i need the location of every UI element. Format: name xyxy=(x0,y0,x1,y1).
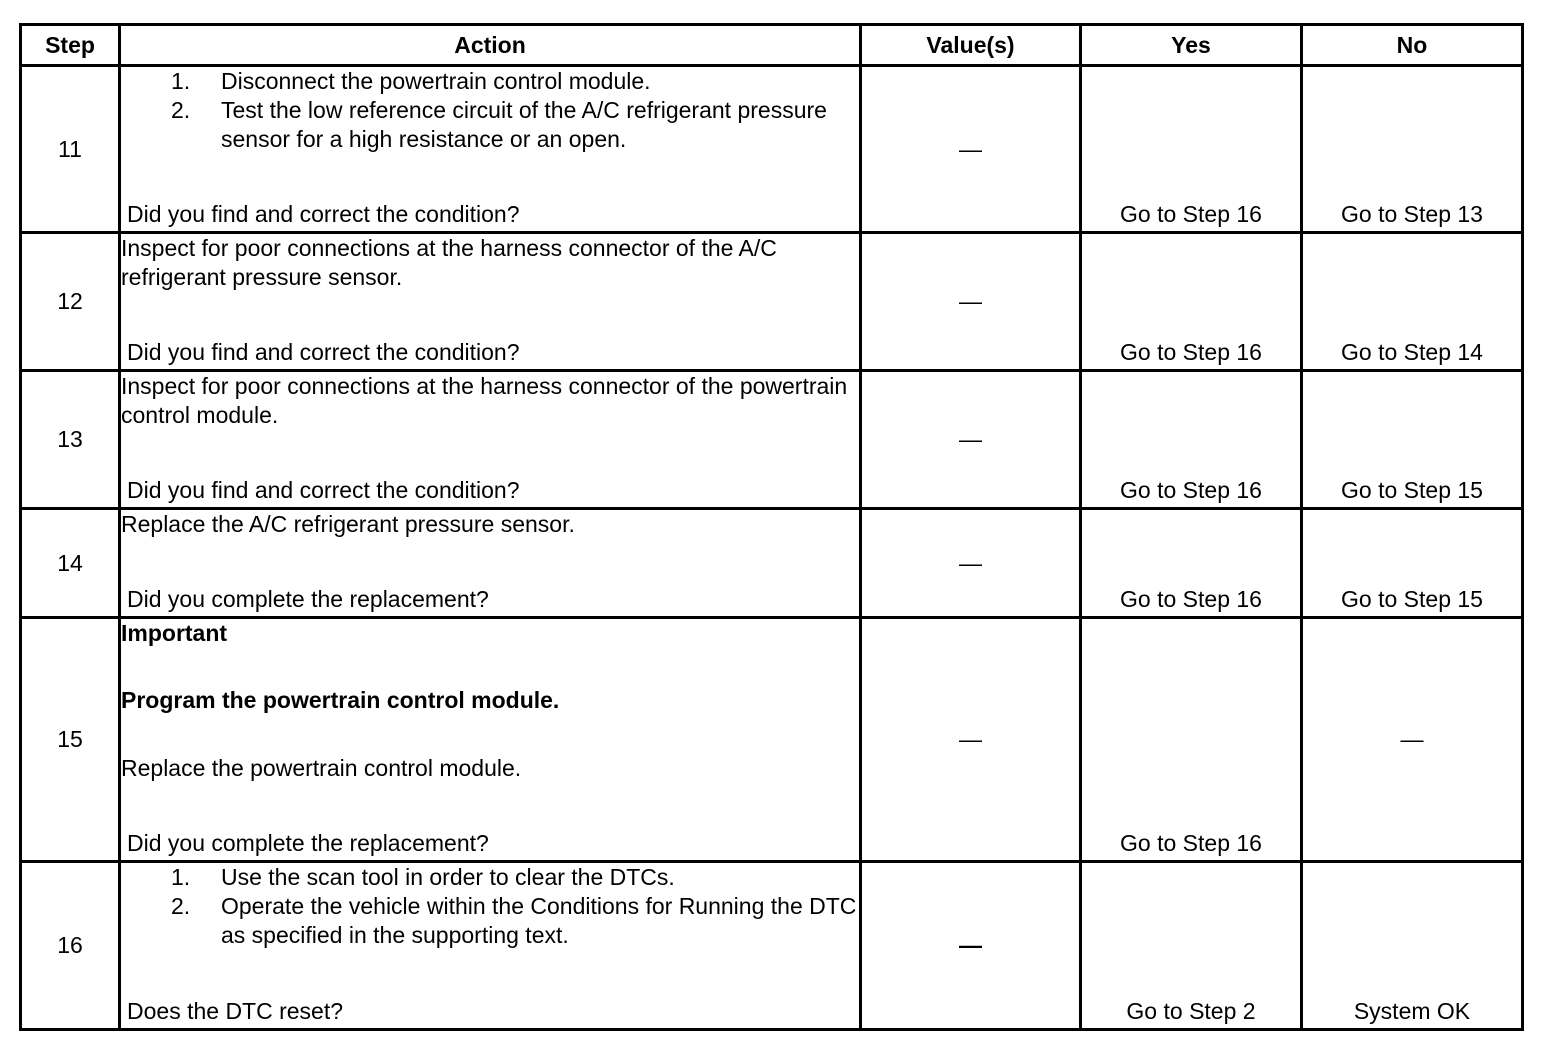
no-cell xyxy=(1302,233,1523,371)
action-question: Does the DTC reset? xyxy=(127,998,344,1024)
action-text: Replace the A/C refrigerant pressure sensor. xyxy=(121,511,575,537)
yes-cell xyxy=(1081,233,1302,371)
important-label: Important xyxy=(121,620,228,646)
list-number: 2. xyxy=(171,893,191,919)
header-yes: Yes xyxy=(1081,25,1302,66)
table-row xyxy=(21,618,1523,862)
list-text: Operate the vehicle within the Conditions for Running the DTC as specified in the supporting text. xyxy=(221,893,857,948)
action-question: Did you complete the replacement? xyxy=(127,586,489,612)
step-number: 16 xyxy=(21,862,120,1030)
list-number: 1. xyxy=(171,864,191,890)
step-number: 14 xyxy=(21,509,120,618)
value-dash: — xyxy=(959,726,982,752)
yes-cell xyxy=(1081,371,1302,509)
list-text: Use the scan tool in order to clear the DTCs. xyxy=(221,864,675,890)
value-dash: — xyxy=(959,288,982,314)
yes-link: Go to Step 16 xyxy=(1120,586,1262,612)
action-list xyxy=(121,863,859,950)
action-list xyxy=(121,67,859,154)
yes-cell xyxy=(1081,509,1302,618)
diagnostic-table xyxy=(19,23,1524,1031)
list-number: 1. xyxy=(171,68,191,94)
action-cell xyxy=(120,371,861,509)
no-cell xyxy=(1302,509,1523,618)
no-link: Go to Step 13 xyxy=(1341,201,1483,227)
list-item xyxy=(121,67,859,96)
list-text: Test the low reference circuit of the A/C refrigerant pressure sensor for a high resistance or an open. xyxy=(221,97,827,152)
table-row xyxy=(21,862,1523,1030)
yes-link: Go to Step 16 xyxy=(1120,201,1262,227)
no-cell xyxy=(1302,862,1523,1030)
no-cell xyxy=(1302,371,1523,509)
action-text: Inspect for poor connections at the harness connector of the A/C refrigerant pressure sensor. xyxy=(121,235,777,290)
action-question: Did you find and correct the condition? xyxy=(127,477,520,503)
list-number: 2. xyxy=(171,97,191,123)
value-dash: — xyxy=(959,426,982,452)
list-item xyxy=(121,96,859,154)
table-row xyxy=(21,66,1523,233)
no-link: System OK xyxy=(1353,998,1471,1024)
action-question: Did you find and correct the condition? xyxy=(127,201,520,227)
yes-link: Go to Step 2 xyxy=(1126,998,1256,1024)
step-number: 12 xyxy=(21,233,120,371)
table-row xyxy=(21,509,1523,618)
no-link: Go to Step 15 xyxy=(1341,477,1483,503)
important-note: Program the powertrain control module. xyxy=(121,687,560,713)
header-action: Action xyxy=(120,25,861,66)
table-row xyxy=(21,371,1523,509)
action-cell xyxy=(120,233,861,371)
value-dash: — xyxy=(959,549,982,576)
yes-link: Go to Step 16 xyxy=(1120,830,1262,856)
header-values: Value(s) xyxy=(861,25,1081,66)
yes-cell xyxy=(1081,618,1302,862)
yes-link: Go to Step 16 xyxy=(1120,477,1262,503)
action-text: Replace the powertrain control module. xyxy=(121,755,522,781)
no-cell xyxy=(1302,66,1523,233)
step-number: 15 xyxy=(21,618,120,862)
yes-cell xyxy=(1081,66,1302,233)
value-cell xyxy=(861,66,1081,233)
list-item xyxy=(121,892,859,950)
yes-link: Go to Step 16 xyxy=(1120,339,1262,365)
yes-cell xyxy=(1081,862,1302,1030)
value-cell xyxy=(861,233,1081,371)
header-row xyxy=(21,25,1523,66)
step-number: 11 xyxy=(21,66,120,233)
value-cell xyxy=(861,509,1081,618)
table-row xyxy=(21,233,1523,371)
no-link: Go to Step 15 xyxy=(1341,586,1483,612)
action-cell xyxy=(120,618,861,862)
value-dash: — xyxy=(959,135,982,162)
header-no: No xyxy=(1302,25,1523,66)
action-question: Did you find and correct the condition? xyxy=(127,339,520,365)
no-cell xyxy=(1302,618,1523,862)
list-text: Disconnect the powertrain control module. xyxy=(221,68,651,94)
action-cell xyxy=(120,862,861,1030)
action-cell xyxy=(120,509,861,618)
value-cell xyxy=(861,618,1081,862)
action-cell xyxy=(120,66,861,233)
action-text: Inspect for poor connections at the harness connector of the powertrain control module. xyxy=(121,373,848,428)
value-dash: — xyxy=(959,932,982,958)
header-step: Step xyxy=(21,25,120,66)
step-number: 13 xyxy=(21,371,120,509)
list-item xyxy=(121,863,859,892)
no-dash: — xyxy=(1400,726,1424,752)
action-question: Did you complete the replacement? xyxy=(127,830,489,856)
no-link: Go to Step 14 xyxy=(1341,339,1483,365)
value-cell xyxy=(861,371,1081,509)
value-cell xyxy=(861,862,1081,1030)
